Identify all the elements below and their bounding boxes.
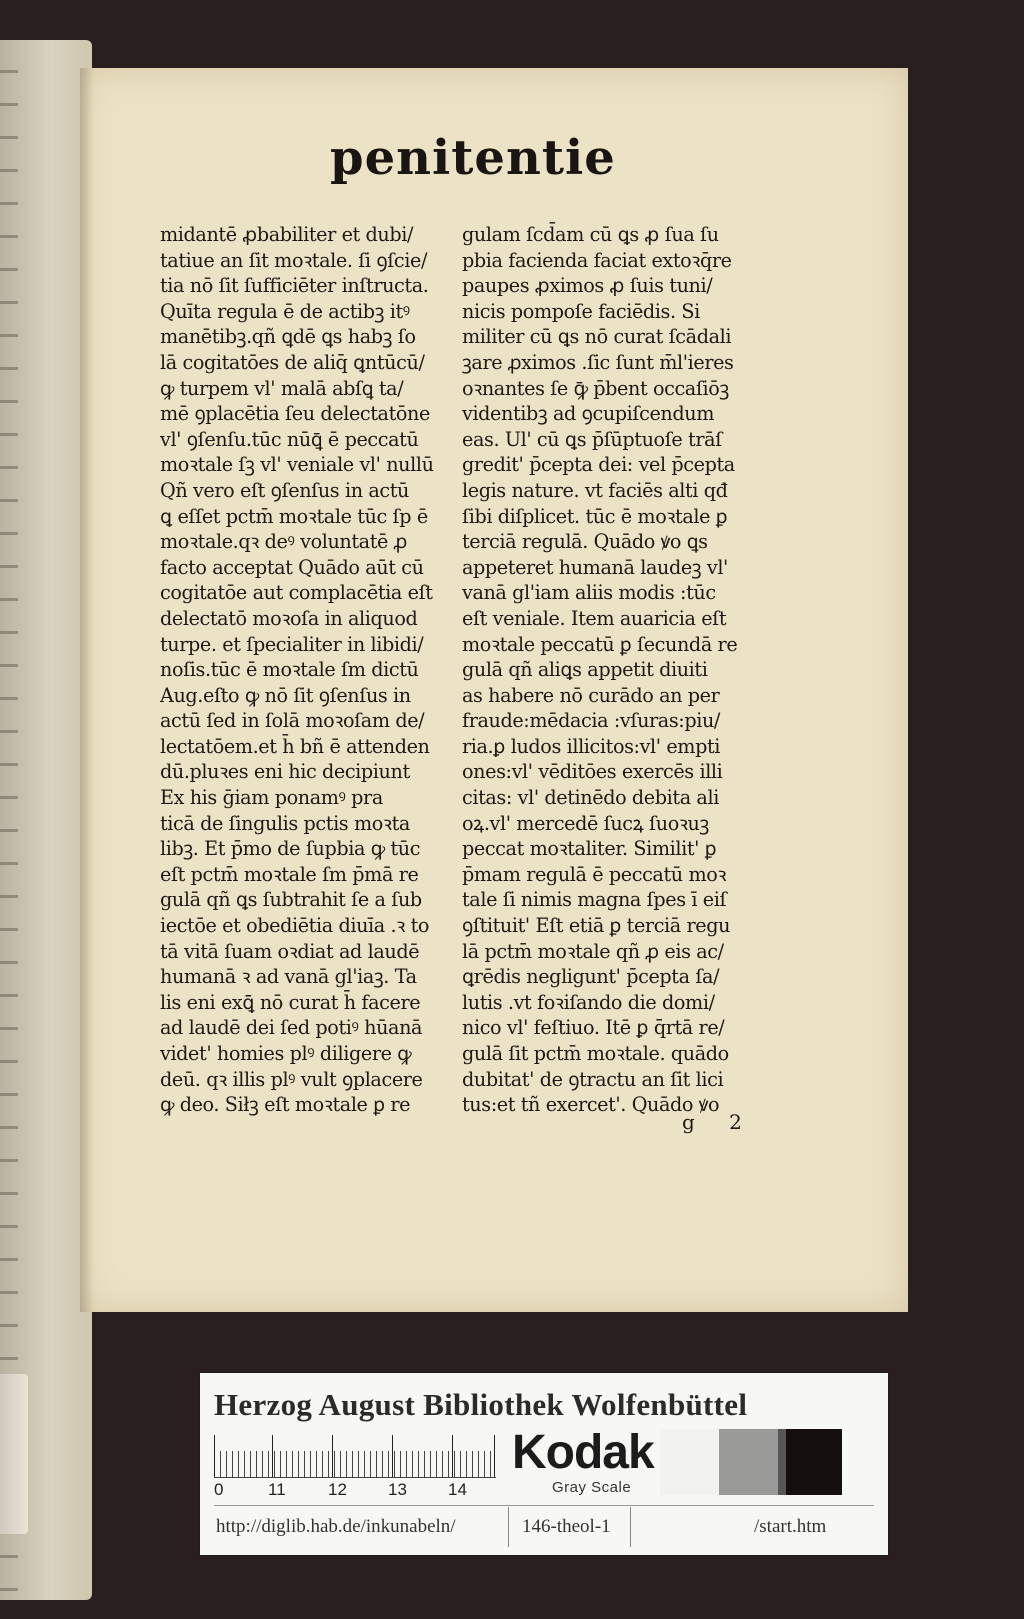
text-line: actū ſed in ſolā moꝛoſam de/	[160, 709, 425, 733]
text-line: eſt veniale. Item auaricia eſt	[462, 606, 727, 630]
ruler-label: 11	[268, 1480, 286, 1499]
text-line: delectatō moꝛoſa in aliquod	[160, 606, 418, 630]
library-name: Herzog August Bibliothek Wolfenbüttel	[214, 1387, 748, 1422]
text-line: lis eni exꝗ̄ nō curat h̄ facere	[160, 990, 421, 1014]
ruler-major-tick	[494, 1435, 495, 1477]
text-line: libꝫ. Et p̄mo de ſupbia ꝙ tūc	[160, 837, 421, 861]
text-line: ticā de ſingulis pctis moꝛta	[160, 811, 410, 835]
gray-scale-label: Gray Scale	[552, 1479, 632, 1496]
ruler-major-tick	[452, 1435, 453, 1477]
facing-page-text-edge	[0, 40, 18, 1600]
gray-swatch-black	[786, 1429, 842, 1495]
ruler-label: 14	[448, 1480, 467, 1499]
text-line: ſibi diſplicet. tūc ē moꝛtale ꝑ	[462, 504, 728, 528]
text-line: tā vitā ſuam oꝛdiat ad laudē	[160, 939, 420, 963]
text-line: p̄mam regulā ē peccatū moꝛ	[462, 862, 727, 886]
url-prefix: http://diglib.hab.de/inkunabeln/	[216, 1516, 456, 1537]
ruler-label: 13	[388, 1480, 407, 1499]
text-line: ꝯſtituit' Eſt etiā ꝑ terciā regu	[462, 914, 731, 938]
url-divider	[630, 1507, 631, 1547]
text-line: ꝙ deo. Siłꝫ eſt moꝛtale ꝑ re	[160, 1093, 411, 1117]
text-line: paupes ꝓximos ꝓ ſuis tuni/	[462, 274, 713, 298]
signature-mark: g 2	[682, 1110, 756, 1134]
text-line: gredit' p̄cepta dei: vel p̄cepta	[462, 453, 735, 477]
text-line: ones:vl' vēditōes exercēs illi	[462, 760, 723, 784]
text-line: Qñ vero eſt ꝯſenſus in actū	[160, 478, 410, 502]
ruler-major-tick	[392, 1435, 393, 1477]
text-line: videt' homies plꝰ diligere ꝙ	[160, 1042, 412, 1065]
text-line: lectatōem.et h̄ bñ ē attenden	[160, 734, 430, 758]
text-line: oꝛnantes ſe ꝙ̄ p̄bent occaſiōꝫ	[462, 376, 729, 400]
text-line: vl' ꝯſenſu.tūc nūꝗ̄ ē peccatū	[160, 427, 419, 451]
text-line: manētibꝫ.qñ ꝗdē ꝗs habꝫ ſo	[160, 325, 416, 349]
text-line: militer cū ꝗs nō curat ſcādali	[462, 325, 732, 349]
measurement-ruler	[214, 1435, 496, 1478]
text-line: facto acceptat Quādo aūt cū	[160, 555, 424, 579]
url-suffix: /start.htm	[754, 1516, 827, 1537]
bookmark-tab	[0, 1374, 28, 1534]
text-line: dubitat' de ꝯtractu an ſit lici	[462, 1067, 724, 1091]
text-line: mē ꝯplacētia ſeu delectatōne	[160, 402, 430, 426]
text-line: lā pctm̄ moꝛtale qñ ꝓ eis ac/	[462, 939, 724, 963]
text-line: nicis pompoſe faciēdis. Si	[462, 299, 700, 323]
text-line: peccat moꝛtaliter. Similit' ꝑ	[462, 837, 717, 861]
text-line: moꝛtale.qꝛ deꝰ voluntatē ꝓ	[160, 530, 407, 554]
text-line: citas: vl' detinēdo debita ali	[462, 786, 719, 810]
text-line: legis nature. vt faciēs alti qđ	[462, 478, 728, 502]
text-line: tus:et tñ exercet'. Quādo ꝟo	[462, 1093, 720, 1117]
ruler-label: 0	[214, 1480, 224, 1499]
text-line: vanā gl'iam aliis modis :tūc	[462, 581, 716, 605]
text-line: appeteret humanā laudeꝫ vl'	[462, 555, 728, 579]
text-line: moꝛtale ſꝫ vl' veniale vl' nullū	[160, 453, 434, 477]
gray-swatch-white	[660, 1429, 719, 1495]
page-heading: penitentie	[330, 130, 616, 186]
text-line: humanā ꝛ ad vanā gl'iaꝫ. Ta	[160, 965, 417, 989]
target-card	[200, 1373, 888, 1555]
text-line: eſt pctm̄ moꝛtale ſm p̄mā re	[160, 862, 419, 886]
text-line: gulā qñ aliꝗs appetit diuiti	[462, 658, 708, 682]
text-line: pbia facienda faciat extoꝛq̄re	[462, 248, 732, 272]
shelfmark: 146-theol-1	[522, 1516, 611, 1537]
text-line: fraude:mēdacia :vſuras:piu/	[462, 709, 720, 733]
text-line: Quīta regula ē de actibꝫ itꝰ	[160, 299, 410, 323]
text-line: tale ſi nimis magna ſpes ī eiſ	[462, 888, 727, 912]
text-line: ad laudē dei ſed potiꝰ hūanā	[160, 1016, 423, 1040]
text-line: deū. qꝛ illis plꝰ vult ꝯplacere	[160, 1067, 423, 1091]
text-line: eas. Ul' cū ꝗs p̄ſūptuoſe trāſ	[462, 427, 722, 451]
ruler-labels	[214, 1480, 504, 1502]
gray-swatch-light	[719, 1429, 778, 1495]
card-divider	[214, 1505, 874, 1506]
ruler-label: 12	[328, 1480, 347, 1499]
left-text-column	[160, 222, 442, 1118]
text-line: gulā ſit pctm̄ moꝛtale. quādo	[462, 1042, 729, 1065]
text-line: dū.pluꝛes eni hic decipiunt	[160, 760, 410, 784]
page-gutter-shadow	[80, 68, 94, 1312]
text-line: terciā regulā. Quādo ꝟo ꝗs	[462, 530, 708, 554]
text-line: ria.ꝑ ludos illicitos:vl' empti	[462, 734, 721, 758]
text-line: midantē ꝓbabiliter et dubi/	[160, 223, 414, 246]
ruler-major-tick	[214, 1435, 215, 1477]
text-line: gulā qñ ꝗs ſubtrahit ſe a ſub	[160, 888, 422, 912]
text-line: noſis.tūc ē moꝛtale ſm dictū	[160, 658, 419, 682]
text-line: lutis .vt foꝛiſando die domi/	[462, 990, 715, 1014]
text-line: ꝫare ꝓximos .ſic ſunt m̄l'ieres	[462, 350, 734, 374]
text-line: as habere nō curādo an per	[462, 683, 720, 707]
facing-page-edge	[0, 40, 92, 1600]
text-line: gulam ſcd̄am cū ꝗs ꝓ ſua ſu	[462, 223, 719, 246]
text-line: moꝛtale peccatū ꝑ ſecundā re	[462, 632, 738, 656]
url-divider	[508, 1507, 509, 1547]
text-line: lā cogitatōes de aliq̄ ꝗntūcū/	[160, 350, 425, 374]
text-line: oꝝ.vl' mercedē ſucꝝ ſuoꝛuꝫ	[462, 811, 709, 835]
text-line: ꝙ turpem vl' malā abſꝗ ta/	[160, 376, 404, 400]
text-line: turpe. et ſpecialiter in libidi/	[160, 632, 424, 656]
text-line: ꝗ eſſet pctm̄ moꝛtale tūc ſp ē	[160, 504, 428, 528]
text-line: iectōe et obediētia diuīa .ꝛ to	[160, 914, 430, 938]
ruler-major-tick	[272, 1435, 273, 1477]
text-line: videntibꝫ ad ꝯcupiſcendum	[462, 402, 715, 426]
text-line: Aug.eſto ꝙ nō ſit ꝯſenſus in	[160, 683, 411, 707]
text-line: Ex his ḡiam ponamꝰ pra	[160, 786, 383, 810]
text-line: cogitatōe aut complacētia eſt	[160, 581, 433, 605]
ruler-major-tick	[332, 1435, 333, 1477]
text-line: ꝗrēdis negligunt' p̄cepta ſa/	[462, 965, 720, 989]
text-line: tatiue an ſit moꝛtale. ſi ꝯſcie/	[160, 248, 428, 272]
brand-logo: Kodak	[512, 1426, 654, 1479]
text-line: tia nō ſit ſufficiēter inſtructa.	[160, 274, 429, 298]
right-text-column	[462, 222, 744, 1118]
text-line: nico vl' feſtiuo. Itē ꝑ q̄rtā re/	[462, 1016, 725, 1040]
